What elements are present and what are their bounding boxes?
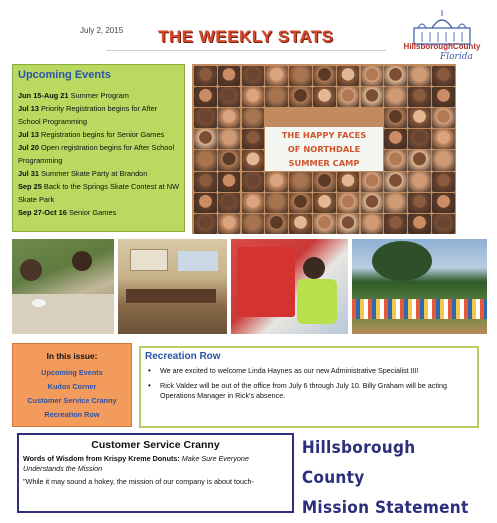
camper-face-photo [242, 108, 265, 128]
camper-face-photo [337, 214, 360, 234]
camper-face-photo [194, 87, 217, 107]
camper-face-photo [242, 172, 265, 192]
camper-face-photo [265, 66, 288, 86]
camper-face-photo [194, 150, 217, 170]
camper-face-photo [218, 108, 241, 128]
camper-face-photo [313, 87, 336, 107]
camper-face-photo [218, 172, 241, 192]
camper-face-photo [432, 193, 455, 213]
upcoming-events-title: Upcoming Events [18, 69, 111, 81]
photo-classroom [118, 239, 227, 334]
camper-face-photo [265, 172, 288, 192]
camper-face-photo [218, 87, 241, 107]
in-this-issue-title: In this issue: [46, 351, 98, 361]
recreation-row-title: Recreation Row [145, 351, 221, 362]
camper-face-photo [384, 214, 407, 234]
summer-camp-photo-collage [192, 64, 456, 234]
events-list [13, 81, 184, 219]
header-rule [106, 50, 386, 51]
camper-face-photo [289, 214, 312, 234]
camper-face-photo [218, 214, 241, 234]
collage-caption [265, 127, 383, 171]
in-this-issue-box [12, 343, 132, 427]
issue-date: July 2, 2015 [80, 26, 124, 35]
camper-face-photo [432, 108, 455, 128]
collage-caption-line: OF NORTHDALE [287, 144, 361, 154]
camper-face-photo [242, 150, 265, 170]
camper-face-photo [408, 172, 431, 192]
camper-face-photo [265, 87, 288, 107]
camper-face-photo [384, 150, 407, 170]
camper-face-photo [361, 193, 384, 213]
customer-service-title: Customer Service Cranny [91, 439, 220, 451]
camper-face-photo [218, 66, 241, 86]
camper-face-photo [384, 108, 407, 128]
camper-face-photo [289, 193, 312, 213]
photo-connect-four [231, 239, 348, 334]
camper-face-photo [408, 87, 431, 107]
event-item: Jul 20 Open registration begins for After School Programming [18, 143, 175, 165]
upcoming-events-box [12, 64, 185, 232]
camper-face-photo [384, 193, 407, 213]
camper-face-photo [313, 193, 336, 213]
camper-face-photo [432, 66, 455, 86]
issue-link-customer-service[interactable]: Customer Service Cranny [27, 396, 117, 405]
camper-face-photo [194, 193, 217, 213]
camper-face-photo [384, 87, 407, 107]
photo-group-outdoors [352, 239, 487, 334]
camper-face-photo [361, 214, 384, 234]
camper-face-photo [361, 66, 384, 86]
camper-face-photo [313, 66, 336, 86]
camper-face-photo [432, 214, 455, 234]
camper-face-photo [408, 66, 431, 86]
camper-face-photo [242, 214, 265, 234]
camper-face-photo [361, 172, 384, 192]
logo-script: Florida [440, 52, 473, 62]
mission-line-2: Mission Statement [301, 498, 469, 517]
camper-face-photo [432, 87, 455, 107]
camper-face-photo [337, 172, 360, 192]
camper-face-photo [242, 66, 265, 86]
event-item: Jul 31 Summer Skate Party at Brandon [18, 169, 148, 178]
wisdom-quote: "While it may sound a hokey, the mission of our company is about touch- [23, 477, 254, 486]
mission-statement-heading [300, 433, 497, 517]
camper-face-photo [337, 66, 360, 86]
camper-face-photo [408, 214, 431, 234]
recreation-row-box [139, 346, 479, 428]
camper-face-photo [384, 66, 407, 86]
camper-face-photo [384, 129, 407, 149]
camper-face-photo [194, 214, 217, 234]
camper-face-photo [218, 193, 241, 213]
camper-face-photo [337, 193, 360, 213]
camper-face-photo [432, 150, 455, 170]
camper-face-photo [265, 214, 288, 234]
camper-face-photo [218, 129, 241, 149]
camper-face-photo [384, 172, 407, 192]
event-item: Sep 25 Back to the Springs Skate Contest at NW Skate Park [18, 182, 180, 204]
photo-craft-table [12, 239, 114, 334]
recreation-item: • Rick Valdez will be out of the office from July 6 through July 10. Billy Graham will be acting Operations Manager in Rick's absence. [147, 381, 471, 402]
camper-face-photo [408, 129, 431, 149]
camper-face-photo [408, 108, 431, 128]
camper-face-photo [289, 172, 312, 192]
mission-line-1: Hillsborough County [301, 438, 416, 487]
camper-face-photo [289, 87, 312, 107]
customer-service-cranny-box [17, 433, 294, 513]
event-item: Sep 27-Oct 16 Senior Games [18, 208, 117, 217]
camper-face-photo [432, 172, 455, 192]
camper-face-photo [289, 66, 312, 86]
recreation-item: • We are excited to welcome Linda Haynes as our new Administrative Specialist III! [147, 366, 471, 377]
camper-face-photo [361, 87, 384, 107]
event-item: Jul 13 Priority Registration begins for After School Programming [18, 104, 158, 126]
camper-face-photo [313, 214, 336, 234]
logo-wordmark: HillsboroughCounty [403, 42, 481, 51]
issue-link-recreation-row[interactable]: Recreation Row [44, 410, 100, 419]
wisdom-lead: Words of Wisdom from Krispy Kreme Donuts: Make Sure Everyone Understands the Mission [23, 454, 249, 473]
camper-face-photo [408, 193, 431, 213]
camper-face-photo [313, 172, 336, 192]
camper-face-photo [194, 172, 217, 192]
newsletter-title: THE WEEKLY STATS [158, 27, 334, 46]
issue-link-kudos-corner[interactable]: Kudos Corner [47, 382, 97, 391]
camper-face-photo [242, 129, 265, 149]
camper-face-photo [242, 193, 265, 213]
camper-face-photo [242, 87, 265, 107]
camper-face-photo [218, 150, 241, 170]
camper-face-photo [337, 87, 360, 107]
collage-caption-line: SUMMER CAMP [288, 158, 360, 168]
camper-face-photo [265, 193, 288, 213]
camper-face-photo [432, 129, 455, 149]
issue-link-upcoming-events[interactable]: Upcoming Events [41, 368, 103, 377]
collage-caption-line: THE HAPPY FACES [281, 130, 367, 140]
camper-face-photo [408, 150, 431, 170]
event-item: Jun 15-Aug 21 Summer Program [18, 91, 129, 100]
event-item: Jul 13 Registration begins for Senior Games [18, 130, 165, 139]
camper-face-photo [194, 129, 217, 149]
camper-face-photo [194, 66, 217, 86]
camper-face-photo [194, 108, 217, 128]
